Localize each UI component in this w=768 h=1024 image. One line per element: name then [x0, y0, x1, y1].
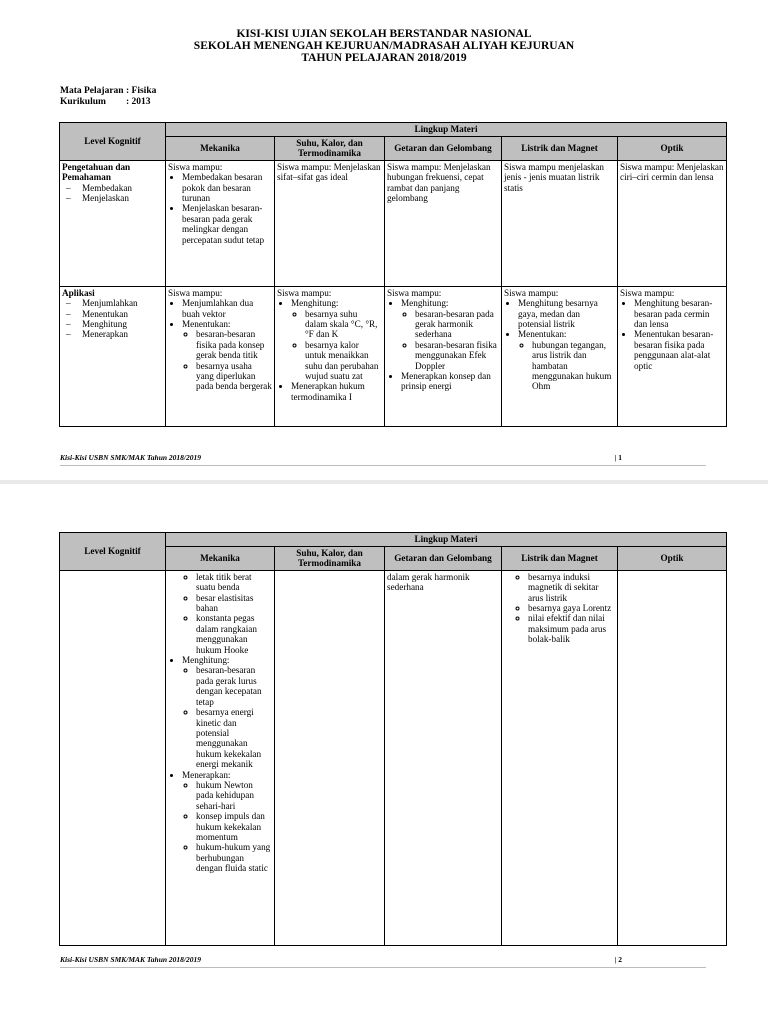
list-item: [182, 655, 272, 769]
kisi-kisi-table-page-1: [59, 122, 727, 427]
level-cell-pengetahuan: [60, 160, 166, 286]
col-optik: Optik: [618, 137, 727, 161]
list-item: [518, 329, 615, 391]
col-getaran: Getaran dan Gelombang: [385, 547, 502, 571]
level-list: [62, 298, 163, 340]
optik-cell: Siswa mampu: Menjelaskan ciri–ciri cermin dan lensa: [618, 160, 727, 286]
list-item: [182, 572, 272, 655]
cell-intro: Siswa mampu:: [504, 287, 559, 298]
col-mekanika: Mekanika: [166, 137, 275, 161]
curriculum-value: : 2013: [126, 97, 151, 107]
mekanika-cell: [166, 570, 275, 945]
lingkup-materi-header: Lingkup Materi: [166, 123, 727, 137]
subject-meta: [60, 86, 156, 97]
list-item: • Menerapkan hukum termodinamika I: [291, 381, 382, 402]
level-cell-empty: [60, 570, 166, 945]
getaran-cell: dalam gerak harmonik sederhana: [385, 570, 502, 945]
sub-list-item: ◦ hukum-hukum yang berhubungan dengan fluida static: [196, 842, 272, 873]
bullet-list: [168, 655, 272, 874]
sub-list: [401, 309, 499, 371]
optik-cell-empty: [618, 570, 727, 945]
doc-title-line-1: KISI-KISI UJIAN SEKOLAH BERSTANDAR NASIONAL: [236, 28, 532, 40]
list-item: • Membedakan besaran pokok dan besaran turunan: [182, 172, 272, 203]
bullet-list: [168, 172, 272, 245]
bullet-list: [504, 298, 615, 392]
list-item: [401, 298, 499, 371]
sub-list-item: ◦ konstanta pegas dalam rangkaian menggunakan hukum Hooke: [196, 613, 272, 655]
sub-list: [182, 780, 272, 874]
sub-list-item: ◦ besaran-besaran fisika menggunakan Efek Doppler: [415, 340, 499, 371]
sub-list-item: ◦ besarnya energi kinetic dan potensial menggunakan hukum kekekalan energi mekanik: [196, 707, 272, 769]
sub-list-item: ◦ hukum Newton pada kehidupan sehari-hari: [196, 780, 272, 811]
listrik-cell: [502, 286, 618, 426]
curriculum-label: Kurikulum: [60, 97, 106, 107]
bullet-list: [620, 298, 724, 371]
sub-list: [518, 340, 615, 392]
cell-intro: Siswa mampu:: [620, 287, 675, 298]
list-item: • Menjumlahkan dua buah vektor: [182, 298, 272, 319]
row-pengetahuan: [60, 160, 727, 286]
curriculum-meta: [60, 97, 151, 108]
sub-list-item: ◦ besaran-besaran pada gerak lurus dengan kecepatan tetap: [196, 665, 272, 707]
list-item: – Menjumlahkan: [66, 298, 163, 308]
doc-title-line-3: TAHUN PELAJARAN 2018/2019: [301, 52, 467, 64]
list-item: • Menghitung besarnya gaya, medan dan potensial listrik: [518, 298, 615, 329]
suhu-cell: Siswa mampu: Menjelaskan sifat–sifat gas ideal: [275, 160, 385, 286]
cell-intro: Siswa mampu:: [168, 161, 223, 172]
list-item: – Membedakan: [66, 183, 163, 193]
sub-list: [504, 572, 615, 645]
cell-intro: Siswa mampu:: [387, 287, 442, 298]
cell-intro: Siswa mampu:: [277, 287, 332, 298]
subject-value: : Fisika: [126, 86, 157, 96]
list-item-label: Menghitung:: [291, 298, 339, 309]
col-listrik: Listrik dan Magnet: [502, 137, 618, 161]
list-item: • Menghitung besaran-besaran pada cermin dan lensa: [634, 298, 724, 329]
col-getaran: Getaran dan Gelombang: [385, 137, 502, 161]
sub-list-item: ◦ besarnya kalor untuk menaikkan suhu dan perubahan wujud suatu zat: [305, 340, 382, 382]
getaran-cell: [385, 286, 502, 426]
col-listrik: Listrik dan Magnet: [502, 547, 618, 571]
sub-list-item: ◦ nilai efektif dan nilai maksimum pada arus bolak-balik: [528, 613, 615, 644]
page-footer-2: [60, 955, 706, 968]
listrik-cell: Siswa mampu menjelaskan jenis - jenis muatan listrik statis: [502, 160, 618, 286]
cell-intro: Siswa mampu:: [168, 287, 223, 298]
optik-cell: [618, 286, 727, 426]
getaran-cell: Siswa mampu: Menjelaskan hubungan frekuensi, cepat rambat dan panjang gelombang: [385, 160, 502, 286]
footer-text: Kisi-Kisi USBN SMK/MAK Tahun 2018/2019: [60, 955, 202, 964]
bullet-list: [277, 298, 382, 402]
list-item: [182, 770, 272, 874]
sub-list: [182, 572, 272, 655]
sub-list-item: ◦ konsep impuls dan hukum kekekalan momentum: [196, 811, 272, 842]
sub-list-item: ◦ hubungan tegangan, arus listrik dan hambatan menggunakan hukum Ohm: [532, 340, 615, 392]
sub-list: [291, 309, 382, 382]
page-number: | 1: [614, 453, 622, 462]
level-kognitif-header: Level Kognitif: [60, 123, 166, 161]
list-item-label: Menerapkan:: [182, 769, 231, 780]
level-list: [62, 183, 163, 204]
list-item: – Menentukan: [66, 309, 163, 319]
col-optik: Optik: [618, 547, 727, 571]
page-2: [0, 484, 768, 1024]
list-item-label: Menentukan:: [518, 329, 567, 340]
sub-list-item: ◦ besarnya gaya Lorentz: [528, 603, 615, 613]
col-mekanika: Mekanika: [166, 547, 275, 571]
level-title: Pengetahuan dan Pemahaman: [62, 161, 131, 183]
level-kognitif-header: Level Kognitif: [60, 533, 166, 571]
list-item-label: Menentukan:: [182, 319, 231, 330]
sub-list: [182, 329, 272, 391]
page-number: | 2: [614, 955, 622, 964]
list-item-label: Menghitung:: [401, 298, 449, 309]
col-suhu: Suhu, Kalor, dan Termodinamika: [275, 137, 385, 161]
suhu-cell-empty: [275, 570, 385, 945]
sub-list-item: ◦ letak titik berat suatu benda: [196, 572, 272, 593]
level-cell-aplikasi: [60, 286, 166, 426]
lingkup-materi-header: Lingkup Materi: [166, 533, 727, 547]
page-footer-1: [60, 453, 706, 466]
footer-text: Kisi-Kisi USBN SMK/MAK Tahun 2018/2019: [60, 453, 202, 462]
sub-list-item: ◦ besaran-besaran pada gerak harmonik sederhana: [415, 309, 499, 340]
sub-list-item: ◦ besaran-besaran fisika pada konsep gerak benda titik: [196, 329, 272, 360]
list-item: – Menjelaskan: [66, 193, 163, 203]
bullet-list: [168, 298, 272, 392]
mekanika-cell: [166, 286, 275, 426]
sub-list: [182, 665, 272, 769]
level-title: Aplikasi: [62, 287, 95, 298]
list-item-label: Menghitung:: [182, 655, 230, 666]
mekanika-cell: [166, 160, 275, 286]
sub-list-item: ◦ besar elastisitas bahan: [196, 593, 272, 614]
kisi-kisi-table-page-2: [59, 532, 727, 946]
sub-list-item: ◦ besarnya suhu dalam skala °C, °R, °F dan K: [305, 309, 382, 340]
subject-label: Mata Pelajaran: [60, 86, 124, 96]
list-item: [291, 298, 382, 381]
list-item: • Menjelaskan besaran-besaran pada gerak melingkar dengan percepatan sudut tetap: [182, 203, 272, 245]
doc-title-line-2: SEKOLAH MENENGAH KEJURUAN/MADRASAH ALIYAH KEJURUAN: [193, 40, 575, 52]
suhu-cell: [275, 286, 385, 426]
listrik-cell: [502, 570, 618, 945]
col-suhu: Suhu, Kalor, dan Termodinamika: [275, 547, 385, 571]
row-aplikasi: [60, 286, 727, 426]
row-aplikasi-continued: [60, 570, 727, 945]
sub-list-item: ◦ besarnya usaha yang diperlukan pada benda bergerak: [196, 361, 272, 392]
page-1: [0, 0, 768, 480]
list-item: – Menghitung: [66, 319, 163, 329]
list-item: [182, 319, 272, 392]
list-item: • Menerapkan konsep dan prinsip energi: [401, 371, 499, 392]
list-item: – Menerapkan: [66, 329, 163, 339]
bullet-list: [387, 298, 499, 392]
sub-list-item: ◦ besarnya induksi magnetik di sekitar arus listrik: [528, 572, 615, 603]
bullet-list: [168, 572, 272, 655]
list-item: • Menentukan besaran-besaran fisika pada penggunaan alat-alat optic: [634, 329, 724, 371]
